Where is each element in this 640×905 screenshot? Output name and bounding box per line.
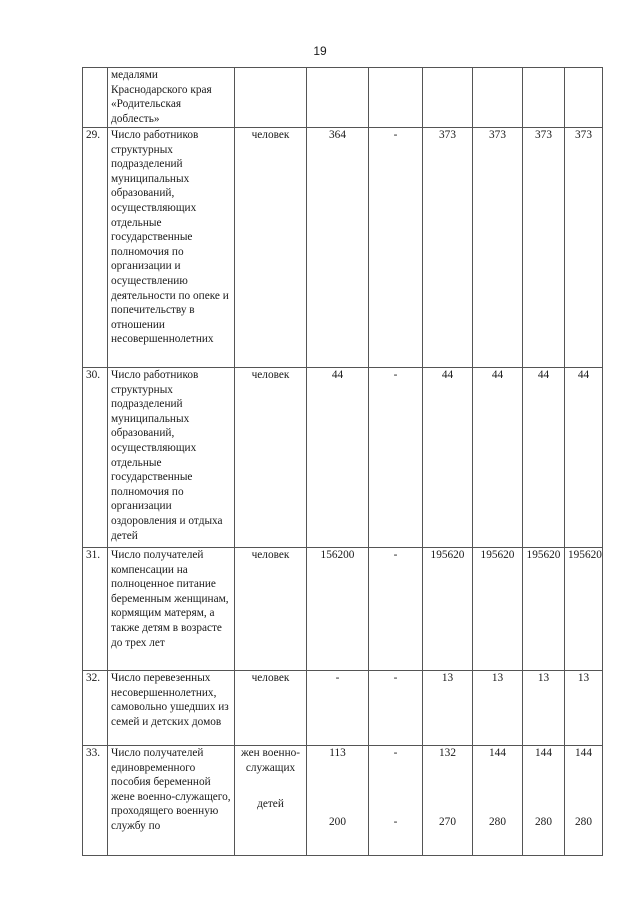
value-cell — [523, 746, 565, 856]
row-number: 32. — [83, 671, 108, 746]
value-wives: - — [393, 747, 398, 759]
value-cell: 13 — [565, 671, 603, 746]
table-row — [83, 671, 603, 746]
value-cell: 13 — [423, 671, 473, 746]
value-cell: 13 — [523, 671, 565, 746]
value-cell: 373 — [523, 128, 565, 368]
value-cell — [473, 746, 523, 856]
value-cell: - — [369, 548, 423, 671]
value-cell: - — [369, 671, 423, 746]
value-cell: 44 — [473, 368, 523, 548]
value-cell: 373 — [565, 128, 603, 368]
value-children: 200 — [329, 815, 346, 828]
value-cell: - — [369, 128, 423, 368]
indicators-table — [82, 67, 603, 856]
value-children: 270 — [439, 815, 456, 828]
unit-cell: человек — [235, 368, 307, 548]
value-cell: 195620 — [523, 548, 565, 671]
indicator-name: Число работников структурных подразделений муниципальных образований, осуществляющих отдельные государственные полномочия по организации и осуществлению деятельности по опеке и попечительству в отношении несовершеннолетних — [108, 128, 235, 368]
page-number: 19 — [313, 44, 327, 58]
value-cell — [473, 68, 523, 128]
value-cell: 44 — [523, 368, 565, 548]
value-cell — [369, 68, 423, 128]
row-number: 31. — [83, 548, 108, 671]
value-cell: 44 — [565, 368, 603, 548]
value-cell — [565, 68, 603, 128]
indicator-name: Число перевезенных несовершеннолетних, самовольно ушедших из семей и детских домов — [108, 671, 235, 746]
value-cell: 195620 — [565, 548, 603, 671]
table-row — [83, 128, 603, 368]
indicator-name: Число получателей единовременного пособия беременной жене военно-служащего, проходящего военную службу по — [108, 746, 235, 856]
unit-cell — [235, 68, 307, 128]
unit-cell: человек — [235, 128, 307, 368]
unit-cell — [235, 746, 307, 856]
value-cell: 44 — [423, 368, 473, 548]
value-children: - — [393, 815, 398, 828]
value-wives: 144 — [489, 747, 506, 759]
value-cell: 195620 — [423, 548, 473, 671]
row-number — [83, 68, 108, 128]
unit-children: детей — [257, 798, 284, 811]
value-cell — [523, 68, 565, 128]
value-cell — [423, 68, 473, 128]
value-cell — [423, 746, 473, 856]
value-cell: - — [369, 368, 423, 548]
unit-cell: человек — [235, 548, 307, 671]
unit-cell: человек — [235, 671, 307, 746]
value-cell: 364 — [307, 128, 369, 368]
indicator-name: Число работников структурных подразделений муниципальных образований, осуществляющих отдельные государственные полномочия по организации оздоровления и отдыха детей — [108, 368, 235, 548]
value-cell — [565, 746, 603, 856]
table-row — [83, 368, 603, 548]
row-number: 30. — [83, 368, 108, 548]
value-cell: 373 — [473, 128, 523, 368]
unit-wives: жен военно-служащих — [240, 747, 301, 774]
value-cell: 195620 — [473, 548, 523, 671]
row-number: 29. — [83, 128, 108, 368]
value-cell — [369, 746, 423, 856]
value-cell: 13 — [473, 671, 523, 746]
value-cell: 44 — [307, 368, 369, 548]
value-wives: 113 — [329, 747, 346, 759]
table-row — [83, 68, 603, 128]
value-wives: 144 — [535, 747, 552, 759]
table-row — [83, 548, 603, 671]
row-number: 33. — [83, 746, 108, 856]
value-children: 280 — [535, 815, 552, 828]
value-wives: 144 — [575, 747, 592, 759]
value-cell — [307, 68, 369, 128]
value-children: 280 — [575, 815, 592, 828]
indicator-name: медалями Краснодарского края «Родительская доблесть» — [108, 68, 235, 128]
value-cell: 373 — [423, 128, 473, 368]
value-children: 280 — [489, 815, 506, 828]
value-cell — [307, 746, 369, 856]
value-wives: 132 — [439, 747, 456, 759]
indicator-name: Число получателей компенсации на полноценное питание беременным женщинам, кормящим матерям, а также детям в возрасте до трех лет — [108, 548, 235, 671]
value-cell: 156200 — [307, 548, 369, 671]
value-cell: - — [307, 671, 369, 746]
table-row — [83, 746, 603, 856]
